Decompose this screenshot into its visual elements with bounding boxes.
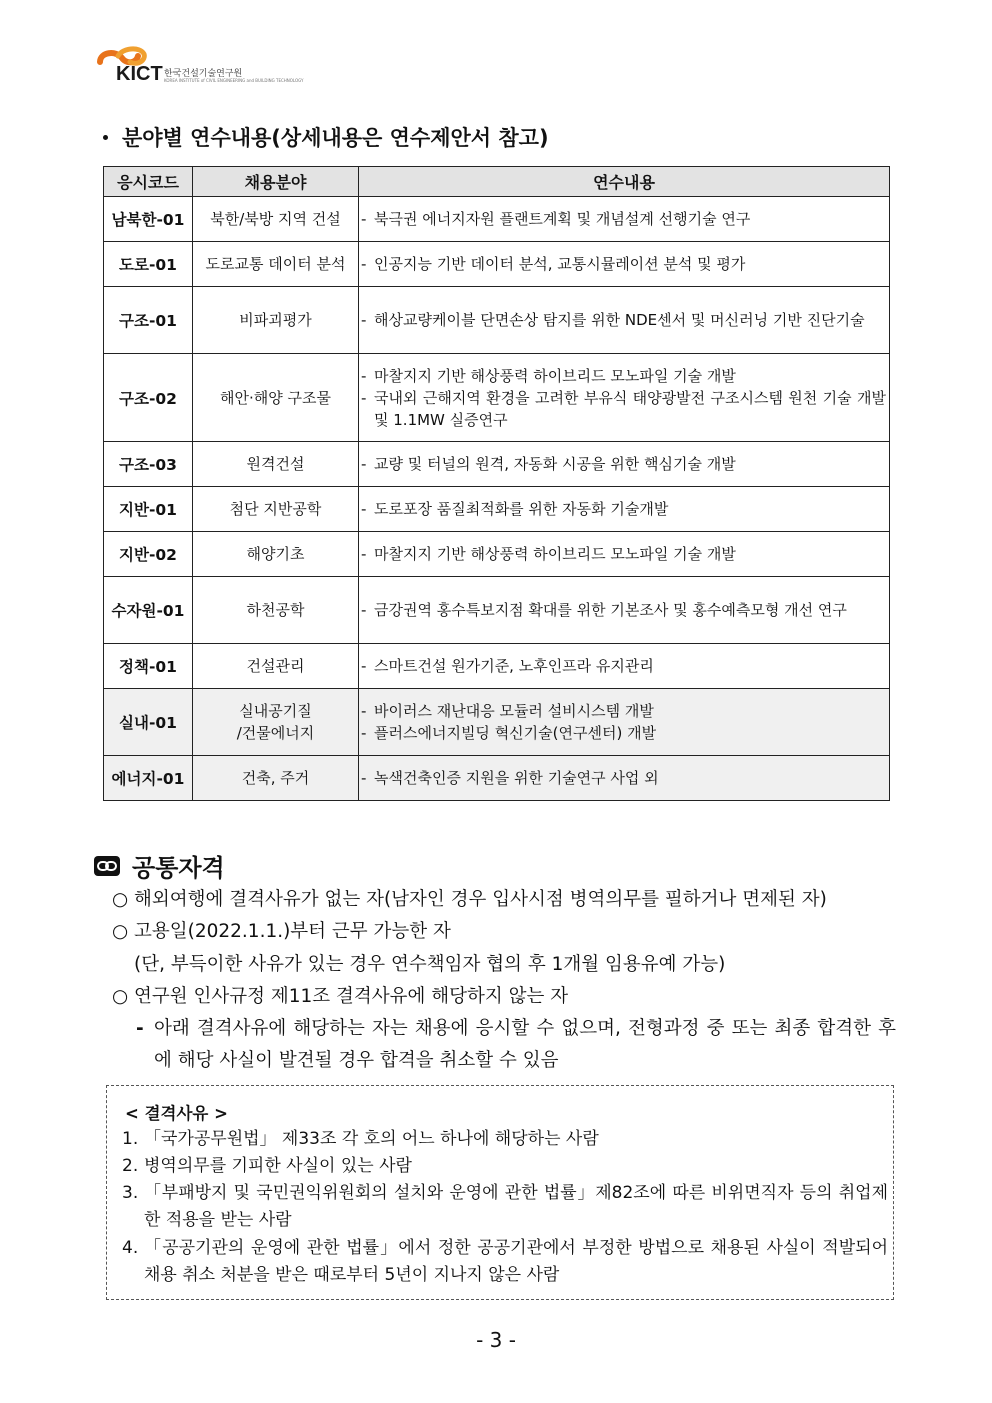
content-item: 도로포장 품질최적화를 위한 자동화 기술개발 (374, 500, 669, 518)
content-item: 마찰지지 기반 해상풍력 하이브리드 모노파일 기술 개발 (374, 545, 736, 563)
row-field: 첨단 지반공학 (193, 487, 359, 532)
row-field (193, 689, 359, 756)
row-content: - 바이러스 재난대응 모듈러 설비시스템 개발 - 플러스에너지빌딩 혁신기술(연구센터) 개발 (359, 689, 890, 756)
disqualification-item: 1. 「국가공무원법」 제33조 각 호의 어느 하나에 해당하는 사람 (122, 1129, 599, 1149)
kict-logo (96, 44, 304, 88)
qualification-item: ○ 연구원 인사규정 제11조 결격사유에 해당하지 않는 자 (112, 986, 569, 1007)
link-icon (94, 856, 120, 876)
content-item: 금강권역 홍수특보지점 확대를 위한 기본조사 및 홍수예측모형 개선 연구 (374, 601, 847, 619)
table-row (104, 532, 890, 577)
header-field: 채용분야 (193, 167, 359, 197)
row-content: - 해상교량케이블 단면손상 탐지를 위한 NDE센서 및 머신러닝 기반 진단기술 (359, 287, 890, 354)
header-content: 연수내용 (359, 167, 890, 197)
row-code: 구조-02 (104, 354, 193, 442)
table-row (104, 287, 890, 354)
content-item: 인공지능 기반 데이터 분석, 교통시뮬레이션 분석 및 평가 (374, 255, 746, 273)
content-item: 북극권 에너지자원 플랜트계획 및 개념설계 선행기술 연구 (374, 210, 751, 228)
row-code: 구조-01 (104, 287, 193, 354)
content-item: 국내외 근해지역 환경을 고려한 부유식 태양광발전 구조시스템 원천 기술 개발 및 1.1MW 실증연구 (374, 388, 886, 429)
disqualification-item: 3. 「부패방지 및 국민권익위원회의 설치와 운영에 관한 법률」제82조에 따른 비위면직자 등의 취업제한 적용을 받는 사람 (122, 1183, 888, 1230)
section-qualification-heading (94, 848, 225, 883)
qualification-subtext: 아래 결격사유에 해당하는 자는 채용에 응시할 수 없으며, 전형과정 중 또는 최종 합격한 후에 해당 사실이 발견될 경우 합격을 취소할 수 있음 (154, 1018, 896, 1071)
content-item: 바이러스 재난대응 모듈러 설비시스템 개발 (374, 702, 654, 720)
table-row (104, 442, 890, 487)
content-item: 해상교량케이블 단면손상 탐지를 위한 NDE센서 및 머신러닝 기반 진단기술 (374, 311, 865, 329)
content-item: 스마트건설 원가기준, 노후인프라 유지관리 (374, 657, 654, 675)
table-row (104, 756, 890, 801)
row-field-line: 실내공기질 (239, 702, 312, 720)
section-qualification-title: 공통자격 (132, 854, 225, 882)
qualification-text: 연구원 인사규정 제11조 결격사유에 해당하지 않는 자 (134, 986, 569, 1007)
row-code: 수자원-01 (104, 577, 193, 644)
row-code: 실내-01 (104, 689, 193, 756)
row-content: - 북극권 에너지자원 플랜트계획 및 개념설계 선행기술 연구 (359, 197, 890, 242)
row-field: 건설관리 (193, 644, 359, 689)
row-code: 구조-03 (104, 442, 193, 487)
logo-org-name-en: KOREA INSTITUTE of CIVIL ENGINEERING and BUILDING TECHNOLOGY (164, 78, 304, 83)
disqualification-item: 4. 「공공기관의 운영에 관한 법률」에서 정한 공공기관에서 부정한 방법으로 채용된 사실이 적발되어 채용 취소 처분을 받은 때로부터 5년이 지나지 않은 사람 (122, 1238, 888, 1285)
row-content: - 마찰지지 기반 해상풍력 하이브리드 모노파일 기술 개발 - 국내외 근해지역 환경을 고려한 부유식 태양광발전 구조시스템 원천 기술 개발 및 1.1MW 실증연구 (359, 354, 890, 442)
row-code: 도로-01 (104, 242, 193, 287)
table-row (104, 242, 890, 287)
page-number: - 3 - (476, 1328, 516, 1352)
logo-org-name: 한국건설기술연구원 (164, 69, 243, 79)
table-row (104, 644, 890, 689)
logo-brand: KICT (116, 63, 163, 85)
row-code: 남북한-01 (104, 197, 193, 242)
content-item: 마찰지지 기반 해상풍력 하이브리드 모노파일 기술 개발 (374, 366, 736, 385)
training-table (103, 166, 890, 801)
row-content: - 금강권역 홍수특보지점 확대를 위한 기본조사 및 홍수예측모형 개선 연구 (359, 577, 890, 644)
content-item: 녹색건축인증 지원을 위한 기술연구 사업 외 (374, 769, 659, 787)
row-code: 정책-01 (104, 644, 193, 689)
table-row (104, 197, 890, 242)
qualification-note: (단, 부득이한 사유가 있는 경우 연수책임자 협의 후 1개월 임용유예 가능) (134, 954, 726, 975)
row-field: 해양기초 (193, 532, 359, 577)
qualification-subitem: - 아래 결격사유에 해당하는 자는 채용에 응시할 수 없으며, 전형과정 중 또는 최종 합격한 후에 해당 사실이 발견될 경우 합격을 취소할 수 있음 (136, 1013, 896, 1077)
bullet-icon (103, 135, 108, 140)
row-field: 건축, 주거 (193, 756, 359, 801)
row-field: 원격건설 (193, 442, 359, 487)
section-training-heading (103, 122, 549, 152)
qualification-item: ○ 해외여행에 결격사유가 없는 자(남자인 경우 입사시점 병역의무를 필하거나 면제된 자) (112, 889, 827, 910)
row-code: 지반-01 (104, 487, 193, 532)
qualification-text: 해외여행에 결격사유가 없는 자(남자인 경우 입사시점 병역의무를 필하거나 면제된 자) (134, 889, 827, 910)
row-field: 하천공학 (193, 577, 359, 644)
header-code: 응시코드 (104, 167, 193, 197)
content-item: 플러스에너지빌딩 혁신기술(연구센터) 개발 (374, 724, 657, 742)
row-content: - 스마트건설 원가기준, 노후인프라 유지관리 (359, 644, 890, 689)
table-header-row (104, 167, 890, 197)
section-training-title: 분야별 연수내용(상세내용은 연수제안서 참고) (122, 126, 549, 150)
row-content: - 녹색건축인증 지원을 위한 기술연구 사업 외 (359, 756, 890, 801)
disqualification-box (106, 1085, 894, 1300)
row-content: - 도로포장 품질최적화를 위한 자동화 기술개발 (359, 487, 890, 532)
qualification-item: ○ 고용일(2022.1.1.)부터 근무 가능한 자 (112, 921, 451, 942)
table-row (104, 354, 890, 442)
row-field-line: /건물에너지 (236, 724, 315, 742)
row-content: - 인공지능 기반 데이터 분석, 교통시뮬레이션 분석 및 평가 (359, 242, 890, 287)
row-field: 비파괴평가 (193, 287, 359, 354)
row-field: 북한/북방 지역 건설 (193, 197, 359, 242)
row-code: 에너지-01 (104, 756, 193, 801)
disqualification-title: < 결격사유 > (125, 1104, 228, 1123)
table-row (104, 577, 890, 644)
disqualification-item: 2. 병역의무를 기피한 사실이 있는 사람 (122, 1156, 412, 1176)
row-content: - 마찰지지 기반 해상풍력 하이브리드 모노파일 기술 개발 (359, 532, 890, 577)
content-item: 교량 및 터널의 원격, 자동화 시공을 위한 핵심기술 개발 (374, 455, 736, 473)
row-content: - 교량 및 터널의 원격, 자동화 시공을 위한 핵심기술 개발 (359, 442, 890, 487)
row-field: 해안·해양 구조물 (193, 354, 359, 442)
table-row (104, 487, 890, 532)
qualification-text: 고용일(2022.1.1.)부터 근무 가능한 자 (134, 921, 451, 942)
row-field: 도로교통 데이터 분석 (193, 242, 359, 287)
row-code: 지반-02 (104, 532, 193, 577)
table-row (104, 689, 890, 756)
